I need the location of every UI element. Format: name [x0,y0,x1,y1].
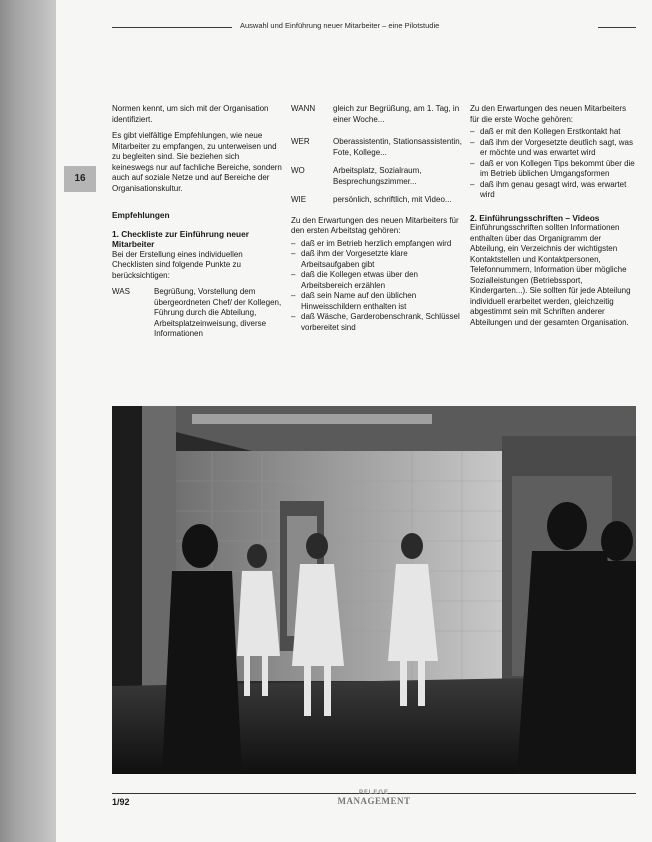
list-item: – daß ihm der Vorgesetzte klare Arbeitsaufgaben gibt [291,249,462,270]
definition-desc: Oberassistentin, Stationsassistentin, Fote, Kollege... [333,137,462,157]
definition-term: WIE [291,195,307,204]
corridor-photo [112,406,636,774]
first-day-intro: Zu den Erwartungen des neuen Mitarbeiters für den ersten Arbeitstag gehören: [291,215,459,235]
definition-term: WER [291,137,310,146]
first-day-list [291,239,462,334]
section-tab-marker: 16 [64,166,96,192]
brochures-text: Einführungsschriften sollten Informationen enthalten über das Organigramm der Abteilung, ein Verzeichnis der wichtigsten Kontaktstellen und Kontaktpersonen, Telefonnummern, Information über mögliche Sozialleistungen (Betriebssport, Kindergarten...). Sie sollten für jede Abteilung individuell erarbeitet werden, gleichzeitig abgestimmt sein mit Schriften anderer Abteilungen und der gesamten Organisation. [470,223,631,327]
definition-desc: persönlich, schriftlich, mit Video... [333,195,452,204]
brochures-heading: 2. Einführungsschriften – Videos [470,212,600,223]
header-rule-left [112,27,232,28]
list-item: – daß ihm der Vorgesetzte deutlich sagt, was er möchte und was erwartet wird [470,138,636,159]
first-week-list [470,127,636,201]
intro-paragraph-2: Es gibt vielfältige Empfehlungen, wie neue Mitarbeiter zu empfangen, zu unterweisen und zu begleiten sind. Sie beziehen sich keineswegs nur auf fachliche Bereiche, sondern auch auf soziale Netze und auf Bereiche der Organisationskultur. [112,131,282,193]
list-item: – daß ihm genau gesagt wird, was erwartet wird [470,180,636,201]
definition-desc: Begrüßung, Vorstellung dem übergeordneten Chef/ der Kollegen, Führung durch die Abteilung, Arbeitsplatzeinweisung, diverse Informationen [154,287,282,338]
running-head: Auswahl und Einführung neuer Mitarbeiter – eine Pilotstudie [240,21,440,30]
list-item: – daß sein Name auf den üblichen Hinweisschildern enthalten ist [291,291,462,312]
definition-term: WAS [112,287,130,296]
intro-paragraph-1: Normen kennt, um sich mit der Organisation identifiziert. [112,104,269,124]
logo-main-text: MANAGEMENT [337,796,411,806]
list-item: – daß er mit den Kollegen Erstkontakt hat [470,127,636,138]
magazine-logo [326,790,422,806]
checklist-heading: 1. Checkliste zur Einführung neuer Mitarbeiter [112,228,249,249]
list-item: – daß er im Betrieb herzlich empfangen wird [291,239,462,250]
list-item: – daß er von Kollegen Tips bekommt über die im Betrieb üblichen Umgangsformen [470,159,636,180]
page-number: 1/92 [112,797,130,807]
definition-term: WO [291,166,305,175]
recommendations-heading: Empfehlungen [112,210,170,220]
corridor-photo-illustration [112,406,636,774]
list-item: – daß Wäsche, Garderobenschrank, Schlüssel vorbereitet sind [291,312,462,333]
text-column-2 [291,104,462,337]
definition-wo [291,166,462,187]
definition-desc: gleich zur Begrüßung, am 1. Tag, in einer Woche... [333,104,460,124]
definition-was [112,287,282,340]
first-week-intro: Zu den Erwartungen des neuen Mitarbeiters für die erste Woche gehören: [470,104,627,124]
definition-wer [291,137,462,158]
definition-wann [291,104,462,125]
book-binding [0,0,56,842]
text-column-3 [470,104,636,334]
logo-top-text: PFLEGE [358,790,389,796]
checklist-text: Bei der Erstellung eines individuellen Checklisten sind folgende Punkte zu berücksichtigen: [112,249,243,280]
definition-term: WANN [291,104,316,113]
text-column-1 [112,104,282,343]
definition-desc: Arbeitsplatz, Sozialraum, Besprechungszimmer... [333,166,422,186]
definition-wie [291,195,462,206]
list-item: – daß die Kollegen etwas über den Arbeitsbereich erzählen [291,270,462,291]
